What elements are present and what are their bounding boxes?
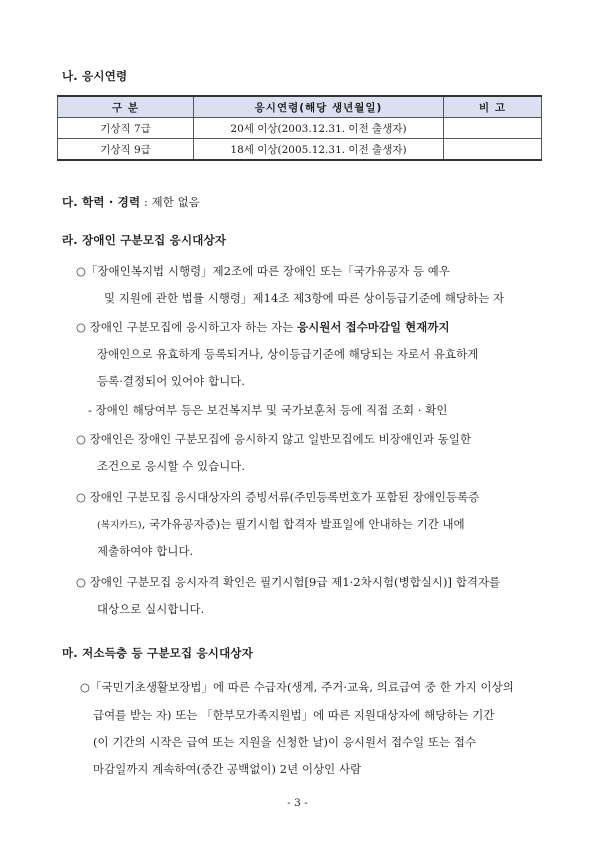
list-item-line	[97, 516, 465, 532]
table-header-row	[58, 96, 542, 118]
section-heading-age: 나. 응시연령	[62, 69, 128, 83]
list-item-line: 장애인으로 유효하게 등록되거나, 상이등급기준에 해당되는 자로서 유효하게	[97, 347, 479, 361]
table-header-age: 응시연령(해당 생년월일)	[194, 96, 444, 118]
table-cell	[444, 118, 542, 139]
section-heading-disability: 라. 장애인 구분모집 응시대상자	[62, 233, 227, 247]
list-item-line: ○ 장애인 구분모집 응시대상자의 증빙서류(주민등록번호가 포함된 장애인등록증	[76, 490, 480, 504]
table-header-remarks: 비 고	[444, 96, 542, 118]
emphasis-text: 응시원서 접수마감일 현재까지	[297, 320, 450, 334]
list-item-line: 급여를 받는 자) 또는 「한부모가족지원법」에 따른 지원대상자에 해당하는 기간	[93, 708, 495, 722]
table-header-category: 구 분	[58, 96, 194, 118]
text-segment: ○ 장애인 구분모집에 응시하고자 하는 자는	[76, 320, 298, 334]
list-item-line: 조건으로 응시할 수 있습니다.	[97, 459, 246, 473]
list-item-line: 등록·결정되어 있어야 합니다.	[97, 374, 246, 388]
table-cell: 기상직 7급	[58, 118, 194, 139]
text-segment: , 국가유공자증)는 필기시험 합격자 발표일에 안내하는 기간 내에	[141, 517, 465, 531]
list-item-line: ○ 장애인 구분모집 응시자격 확인은 필기시험[9급 제1·2차시험(병합실시)] 합격자를	[76, 575, 501, 589]
section-heading-low-income: 마. 저소득층 등 구분모집 응시대상자	[62, 646, 254, 660]
list-item-line: 및 지원에 관한 법률 시행령」제14조 제3항에 따른 상이등급기준에 해당하는 자	[104, 291, 505, 305]
table-cell: 기상직 9급	[58, 139, 194, 161]
text-segment-small: (복지카드)	[97, 520, 142, 531]
list-item-line	[76, 319, 450, 335]
list-item-line: 마감일까지 계속하여(중간 공백없이) 2년 이상인 사람	[93, 762, 362, 776]
age-requirement-table	[57, 95, 542, 161]
page-number: - 3 -	[287, 797, 308, 809]
table-cell	[444, 139, 542, 161]
list-item-line: - 장애인 해당여부 등은 보건복지부 및 국가보훈처 등에 직접 조회 · 확인	[88, 403, 448, 417]
education-requirement-text: : 제한 없음	[140, 195, 200, 209]
list-item-line: 대상으로 실시합니다.	[97, 602, 205, 616]
section-education	[62, 191, 200, 210]
table-row	[58, 139, 542, 161]
list-item-line: (이 기간의 시작은 급여 또는 지원을 신청한 날)이 응시원서 접수일 또는 접수	[93, 735, 477, 749]
list-item-line: ○ 장애인은 장애인 구분모집에 응시하지 않고 일반모집에도 비장애인과 동일한	[76, 432, 472, 446]
section-heading-education: 다. 학력 · 경력	[62, 195, 141, 209]
table-row	[58, 118, 542, 139]
table-cell: 20세 이상(2003.12.31. 이전 출생자)	[194, 118, 444, 139]
list-item-line: ○「장애인복지법 시행령」제2조에 따른 장애인 또는「국가유공자 등 예우	[76, 264, 450, 278]
table-cell: 18세 이상(2005.12.31. 이전 출생자)	[194, 139, 444, 161]
list-item-line: 제출하여야 합니다.	[97, 544, 194, 558]
list-item-line: ○「국민기초생활보장법」에 따른 수급자(생계, 주거·교육, 의료급여 중 한 가지 이상의	[80, 680, 514, 694]
